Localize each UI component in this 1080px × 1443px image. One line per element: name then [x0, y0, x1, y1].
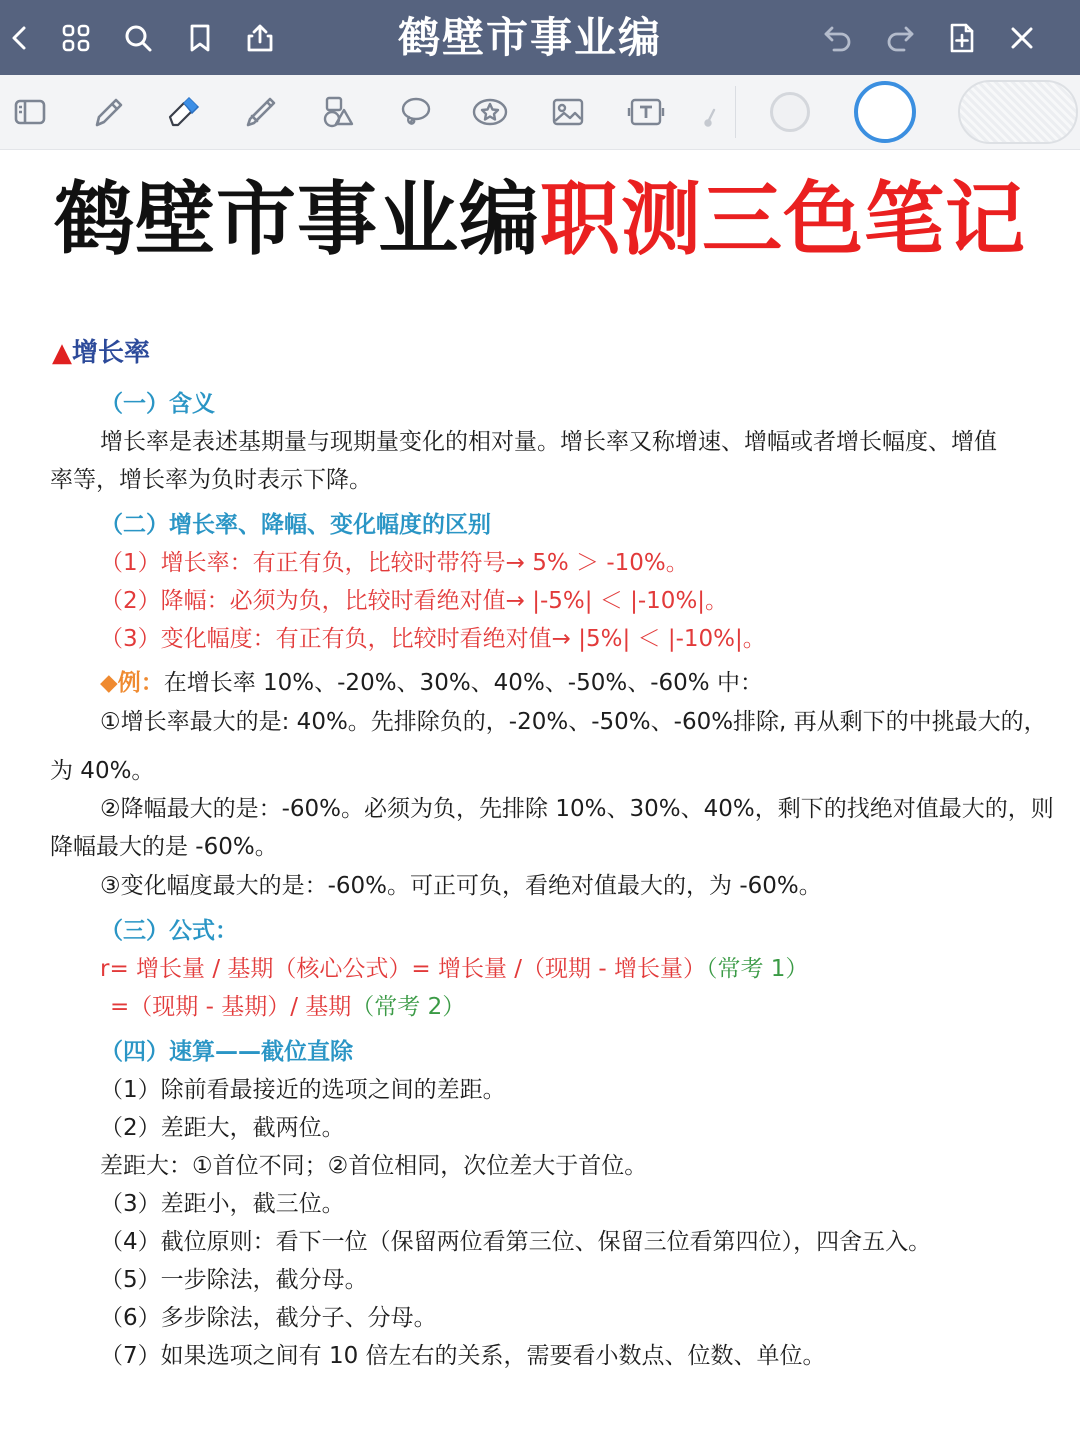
- drawing-toolbar: [0, 75, 1080, 150]
- formula-2: =（现期 - 基期）/ 基期: [110, 994, 352, 1020]
- rule-change-range: （3）变化幅度：有正有负，比较时看绝对值→ |5%| ＜ |-10%|。: [100, 626, 766, 652]
- window-title: 鹤壁市事业编: [397, 13, 662, 62]
- section-heading: [52, 335, 150, 371]
- subheading-quick-calc: （四）速算——截位直除: [100, 1039, 353, 1065]
- example-line: [100, 665, 763, 701]
- sidebar-toggle-icon[interactable]: [10, 92, 50, 132]
- list-item: （1）除前看最接近的选项之间的差距。: [100, 1077, 506, 1103]
- image-icon[interactable]: [548, 92, 588, 132]
- formula-line-1: [100, 951, 808, 987]
- pen-size-small[interactable]: [770, 92, 810, 132]
- list-item: （4）截位原则：看下一位（保留两位看第三位、保留三位看第四位），四舍五入。: [100, 1229, 932, 1255]
- sticker-icon[interactable]: [470, 92, 510, 132]
- list-item: （5）一步除法，截分母。: [100, 1267, 368, 1293]
- list-item: （2）差距大，截两位。: [100, 1115, 345, 1141]
- pen-icon[interactable]: [88, 92, 128, 132]
- subheading-formula: （三）公式：: [100, 918, 238, 944]
- example-label: ◆例：: [100, 670, 164, 696]
- formula-1: r= 增长量 / 基期（核心公式）= 增长量 /（现期 - 增长量）: [100, 956, 706, 982]
- eraser-icon[interactable]: [164, 92, 204, 132]
- formula-2-note: （常考 2）: [351, 994, 466, 1020]
- meaning-paragraph-line1: 增长率是表述基期量与现期量变化的相对量。增长率又称增速、增幅或者增长幅度、增值: [100, 429, 997, 455]
- document-title: [0, 168, 1080, 272]
- answer-1: ①增长率最大的是: 40%。先排除负的，-20%、-50%、-60%排除, 再从剩下的中挑最大的，: [100, 709, 1047, 735]
- undo-icon[interactable]: [822, 22, 854, 54]
- pen-size-large[interactable]: [958, 80, 1078, 144]
- redo-icon[interactable]: [884, 22, 916, 54]
- lasso-icon[interactable]: [396, 92, 436, 132]
- top-nav-bar: [0, 0, 1080, 75]
- laser-icon[interactable]: [694, 92, 734, 132]
- highlighter-icon[interactable]: [240, 92, 280, 132]
- answer-2: ②降幅最大的是：-60%。必须为负，先排除 10%、30%、40%，剩下的找绝对值最大的，则: [100, 796, 1054, 822]
- list-item: （3）差距小，截三位。: [100, 1191, 345, 1217]
- triangle-marker-icon: ▲: [52, 338, 72, 368]
- toolbar-divider: [735, 86, 736, 138]
- answer-3: ③变化幅度最大的是：-60%。可正可负，看绝对值最大的，为 -60%。: [100, 873, 822, 899]
- list-item: （6）多步除法，截分子、分母。: [100, 1305, 437, 1331]
- text-box-icon[interactable]: [626, 92, 666, 132]
- example-text: 在增长率 10%、-20%、30%、40%、-50%、-60% 中：: [163, 670, 763, 696]
- formula-line-2: [110, 989, 465, 1025]
- meaning-paragraph-line2: 率等，增长率为负时表示下降。: [50, 467, 372, 493]
- formula-1-note: （常考 1）: [705, 956, 809, 982]
- rule-growth-rate: （1）增长率：有正有负，比较时带符号→ 5% ＞ -10%。: [100, 550, 689, 576]
- subheading-meaning: （一）含义: [100, 391, 215, 417]
- title-black-part: 鹤壁市事业编: [54, 173, 540, 266]
- answer-2-cont: 降幅最大的是 -60%。: [50, 834, 278, 860]
- subheading-difference: （二）增长率、降幅、变化幅度的区别: [100, 512, 491, 538]
- add-page-icon[interactable]: [946, 22, 978, 54]
- answer-1-cont: 为 40%。: [50, 758, 155, 784]
- section-title: 增长率: [72, 338, 151, 368]
- rule-decline: （2）降幅：必须为负，比较时看绝对值→ |-5%| ＜ |-10%|。: [100, 588, 729, 614]
- list-item: （7）如果选项之间有 10 倍左右的关系，需要看小数点、位数、单位。: [100, 1343, 826, 1369]
- title-red-part: 职测三色笔记: [540, 173, 1026, 266]
- pen-size-selected[interactable]: [854, 81, 916, 143]
- shapes-icon[interactable]: [318, 92, 358, 132]
- list-item: 差距大：①首位不同；②首位相同，次位差大于首位。: [100, 1153, 648, 1179]
- close-icon[interactable]: [1006, 22, 1038, 54]
